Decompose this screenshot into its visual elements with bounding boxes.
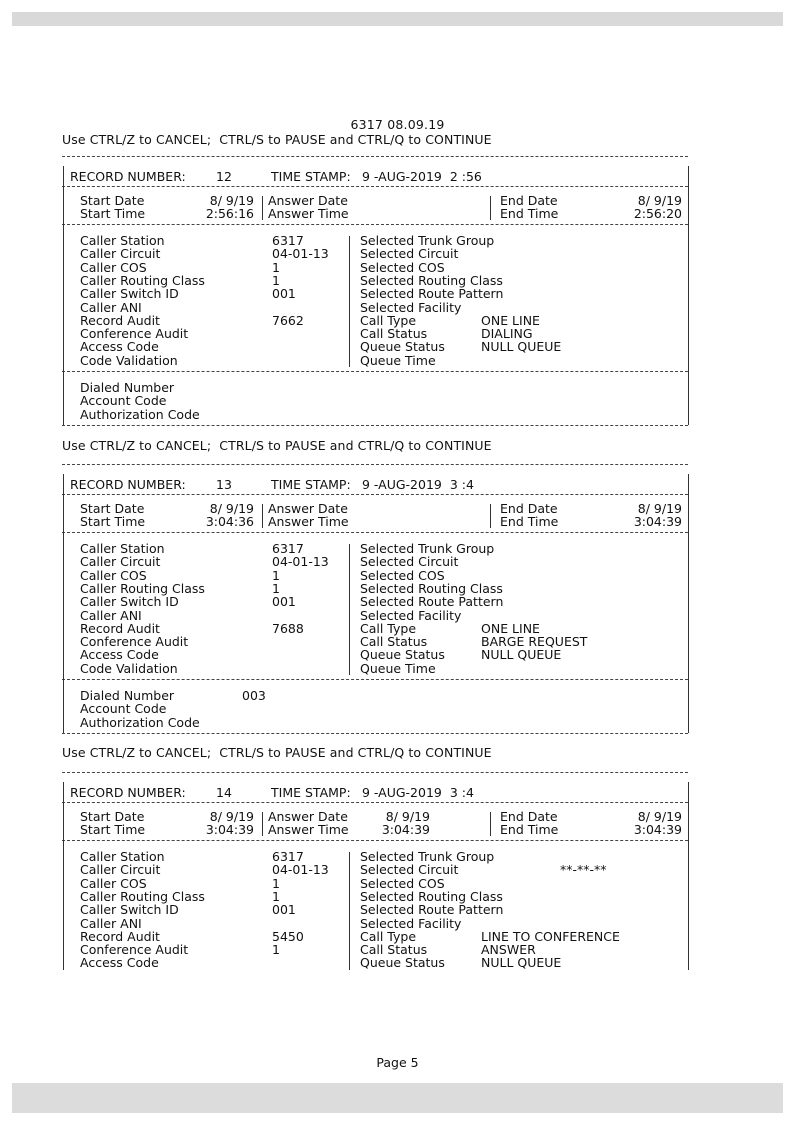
- time-stamp-label: TIME STAMP:: [271, 785, 351, 800]
- selected-circuit-value: **-**-**: [560, 862, 607, 878]
- page-header: 6317 08.09.19: [350, 117, 445, 132]
- conference-audit-label: Conference Audit: [80, 634, 189, 650]
- start-date-value: 8/ 9/19: [209, 809, 254, 824]
- caller-cos-label: Caller COS: [80, 259, 147, 275]
- end-date-value: 8/ 9/19: [637, 501, 682, 516]
- selected-cos-label: Selected COS: [360, 567, 445, 583]
- answer-date-label: Answer Date: [268, 501, 348, 516]
- call-status-value: DIALING: [481, 326, 533, 342]
- record-audit-value: 7662: [272, 312, 304, 328]
- time-stamp-value: 9 -AUG-2019 3 :4: [362, 785, 474, 800]
- record-right-border: [688, 166, 689, 425]
- record-audit-label: Record Audit: [80, 928, 160, 944]
- caller-station-value: 6317: [272, 541, 304, 556]
- caller-circuit-label: Caller Circuit: [80, 554, 161, 570]
- caller-cos-value: 1: [272, 567, 280, 583]
- selected-cos-label: Selected COS: [360, 259, 445, 275]
- access-code-label: Access Code: [80, 647, 159, 663]
- start-date-value: 8/ 9/19: [209, 501, 254, 516]
- call-status-value: ANSWER: [481, 942, 536, 958]
- caller-cos-value: 1: [272, 259, 280, 275]
- dialed-number-label: Dialed Number: [80, 380, 175, 395]
- scan-edge-bottom: [12, 1083, 783, 1113]
- start-time-value: 3:04:36: [205, 514, 254, 530]
- record-dates-divider: [62, 224, 688, 225]
- queue-status-value: NULL QUEUE: [481, 647, 562, 663]
- ctrl-instructions-2: Use CTRL/Z to CANCEL; CTRL/S to PAUSE and CTRL/Q to CONTINUE: [62, 438, 492, 453]
- date-sep-2: [490, 812, 491, 836]
- queue-status-label: Queue Status: [360, 955, 445, 971]
- time-stamp-value: 9 -AUG-2019 2 :56: [362, 169, 482, 184]
- caller-circuit-value: 04-01-13: [272, 862, 329, 878]
- start-time-label: Start Time: [80, 514, 146, 530]
- caller-station-label: Caller Station: [80, 233, 165, 248]
- call-type-value: LINE TO CONFERENCE: [481, 928, 620, 944]
- answer-time-label: Answer Time: [268, 206, 349, 222]
- caller-station-label: Caller Station: [80, 541, 165, 556]
- caller-circuit-label: Caller Circuit: [80, 246, 161, 262]
- selected-circuit-label: Selected Circuit: [360, 862, 459, 878]
- record-13-top-border: [62, 464, 688, 465]
- record-dates-divider: [62, 532, 688, 533]
- caller-switch-id-label: Caller Switch ID: [80, 594, 179, 610]
- caller-routing-class-label: Caller Routing Class: [80, 272, 205, 288]
- call-type-value: ONE LINE: [481, 312, 540, 328]
- caller-switch-id-label: Caller Switch ID: [80, 902, 179, 918]
- date-sep-2: [490, 196, 491, 220]
- call-type-label: Call Type: [360, 620, 417, 636]
- account-code-label: Account Code: [80, 701, 167, 717]
- caller-circuit-value: 04-01-13: [272, 246, 329, 262]
- caller-routing-class-label: Caller Routing Class: [80, 888, 205, 904]
- answer-time-label: Answer Time: [268, 822, 349, 838]
- page-footer: Page 5: [376, 1055, 419, 1070]
- end-time-label: End Time: [500, 822, 559, 838]
- caller-station-value: 6317: [272, 849, 304, 864]
- queue-status-label: Queue Status: [360, 339, 445, 355]
- selected-circuit-label: Selected Circuit: [360, 554, 459, 570]
- record-number-label: RECORD NUMBER:: [70, 477, 186, 492]
- call-status-label: Call Status: [360, 326, 428, 342]
- authorization-code-label: Authorization Code: [80, 406, 200, 422]
- queue-status-value: NULL QUEUE: [481, 955, 562, 971]
- selected-route-pattern-label: Selected Route Pattern: [360, 902, 504, 918]
- queue-status-value: NULL QUEUE: [481, 339, 562, 355]
- record-left-border: [63, 782, 64, 970]
- end-date-label: End Date: [500, 193, 558, 208]
- caller-selected-sep: [349, 852, 350, 970]
- selected-routing-class-label: Selected Routing Class: [360, 888, 503, 904]
- caller-ani-label: Caller ANI: [80, 299, 142, 315]
- selected-trunk-group-label: Selected Trunk Group: [360, 233, 495, 248]
- account-code-label: Account Code: [80, 393, 167, 409]
- record-audit-value: 5450: [272, 928, 304, 944]
- queue-time-label: Queue Time: [360, 352, 436, 368]
- conference-audit-value: 1: [272, 942, 280, 958]
- caller-ani-label: Caller ANI: [80, 607, 142, 623]
- selected-facility-label: Selected Facility: [360, 915, 462, 931]
- queue-status-label: Queue Status: [360, 647, 445, 663]
- record-header-divider: [62, 802, 688, 803]
- answer-date-label: Answer Date: [268, 809, 348, 824]
- authorization-code-label: Authorization Code: [80, 714, 200, 730]
- record-header-divider: [62, 186, 688, 187]
- caller-ani-label: Caller ANI: [80, 915, 142, 931]
- date-sep-1: [262, 812, 263, 836]
- record-number-label: RECORD NUMBER:: [70, 169, 186, 184]
- answer-date-value: 8/ 9/19: [385, 809, 430, 824]
- time-stamp-label: TIME STAMP:: [271, 477, 351, 492]
- code-validation-label: Code Validation: [80, 660, 178, 676]
- record-dates-divider: [62, 840, 688, 841]
- ctrl-instructions-3: Use CTRL/Z to CANCEL; CTRL/S to PAUSE and CTRL/Q to CONTINUE: [62, 745, 492, 760]
- start-date-label: Start Date: [80, 193, 145, 208]
- conference-audit-label: Conference Audit: [80, 326, 189, 342]
- record-bottom-border: [62, 733, 688, 734]
- answer-date-label: Answer Date: [268, 193, 348, 208]
- call-type-value: ONE LINE: [481, 620, 540, 636]
- caller-station-label: Caller Station: [80, 849, 165, 864]
- caller-cos-value: 1: [272, 875, 280, 891]
- record-number-value: 12: [216, 169, 232, 184]
- caller-circuit-value: 04-01-13: [272, 554, 329, 570]
- record-audit-value: 7688: [272, 620, 304, 636]
- end-date-value: 8/ 9/19: [637, 809, 682, 824]
- date-sep-2: [490, 504, 491, 528]
- record-right-border: [688, 474, 689, 733]
- caller-routing-class-value: 1: [272, 580, 280, 596]
- record-number-value: 14: [216, 785, 232, 800]
- call-type-label: Call Type: [360, 312, 417, 328]
- scan-edge-top: [12, 12, 783, 26]
- end-time-value: 2:56:20: [633, 206, 682, 222]
- selected-routing-class-label: Selected Routing Class: [360, 272, 503, 288]
- caller-switch-id-value: 001: [272, 594, 296, 610]
- ctrl-instructions-1: Use CTRL/Z to CANCEL; CTRL/S to PAUSE and CTRL/Q to CONTINUE: [62, 132, 492, 147]
- caller-switch-id-value: 001: [272, 902, 296, 918]
- access-code-label: Access Code: [80, 339, 159, 355]
- caller-circuit-label: Caller Circuit: [80, 862, 161, 878]
- record-caller-divider: [62, 371, 688, 372]
- conference-audit-label: Conference Audit: [80, 942, 189, 958]
- answer-time-label: Answer Time: [268, 514, 349, 530]
- caller-cos-label: Caller COS: [80, 567, 147, 583]
- call-type-label: Call Type: [360, 928, 417, 944]
- record-bottom-border: [62, 425, 688, 426]
- end-time-label: End Time: [500, 206, 559, 222]
- record-left-border: [63, 474, 64, 733]
- caller-selected-sep: [349, 236, 350, 367]
- selected-trunk-group-label: Selected Trunk Group: [360, 849, 495, 864]
- record-right-border: [688, 782, 689, 970]
- end-time-value: 3:04:39: [633, 822, 682, 838]
- start-time-value: 2:56:16: [205, 206, 254, 222]
- queue-time-label: Queue Time: [360, 660, 436, 676]
- record-caller-divider: [62, 679, 688, 680]
- start-time-label: Start Time: [80, 206, 146, 222]
- selected-route-pattern-label: Selected Route Pattern: [360, 286, 504, 302]
- caller-routing-class-value: 1: [272, 272, 280, 288]
- start-time-value: 3:04:39: [205, 822, 254, 838]
- end-date-label: End Date: [500, 501, 558, 516]
- record-left-border: [63, 166, 64, 425]
- answer-time-value: 3:04:39: [381, 822, 430, 838]
- selected-circuit-label: Selected Circuit: [360, 246, 459, 262]
- start-date-label: Start Date: [80, 809, 145, 824]
- record-14-top-border: [62, 772, 688, 773]
- date-sep-1: [262, 196, 263, 220]
- record-header-divider: [62, 494, 688, 495]
- code-validation-label: Code Validation: [80, 352, 178, 368]
- dialed-number-label: Dialed Number: [80, 688, 175, 703]
- caller-routing-class-label: Caller Routing Class: [80, 580, 205, 596]
- dialed-number-value: 003: [242, 688, 266, 703]
- end-time-value: 3:04:39: [633, 514, 682, 530]
- caller-switch-id-value: 001: [272, 286, 296, 302]
- selected-facility-label: Selected Facility: [360, 607, 462, 623]
- selected-routing-class-label: Selected Routing Class: [360, 580, 503, 596]
- selected-facility-label: Selected Facility: [360, 299, 462, 315]
- record-audit-label: Record Audit: [80, 312, 160, 328]
- caller-cos-label: Caller COS: [80, 875, 147, 891]
- record-12-top-border: [62, 156, 688, 157]
- selected-cos-label: Selected COS: [360, 875, 445, 891]
- time-stamp-label: TIME STAMP:: [271, 169, 351, 184]
- record-audit-label: Record Audit: [80, 620, 160, 636]
- end-date-label: End Date: [500, 809, 558, 824]
- call-status-label: Call Status: [360, 634, 428, 650]
- access-code-label: Access Code: [80, 955, 159, 971]
- date-sep-1: [262, 504, 263, 528]
- start-time-label: Start Time: [80, 822, 146, 838]
- end-time-label: End Time: [500, 514, 559, 530]
- time-stamp-value: 9 -AUG-2019 3 :4: [362, 477, 474, 492]
- end-date-value: 8/ 9/19: [637, 193, 682, 208]
- call-status-label: Call Status: [360, 942, 428, 958]
- caller-selected-sep: [349, 544, 350, 675]
- start-date-value: 8/ 9/19: [209, 193, 254, 208]
- selected-trunk-group-label: Selected Trunk Group: [360, 541, 495, 556]
- caller-routing-class-value: 1: [272, 888, 280, 904]
- caller-switch-id-label: Caller Switch ID: [80, 286, 179, 302]
- selected-route-pattern-label: Selected Route Pattern: [360, 594, 504, 610]
- start-date-label: Start Date: [80, 501, 145, 516]
- caller-station-value: 6317: [272, 233, 304, 248]
- record-number-value: 13: [216, 477, 232, 492]
- call-status-value: BARGE REQUEST: [481, 634, 588, 650]
- record-number-label: RECORD NUMBER:: [70, 785, 186, 800]
